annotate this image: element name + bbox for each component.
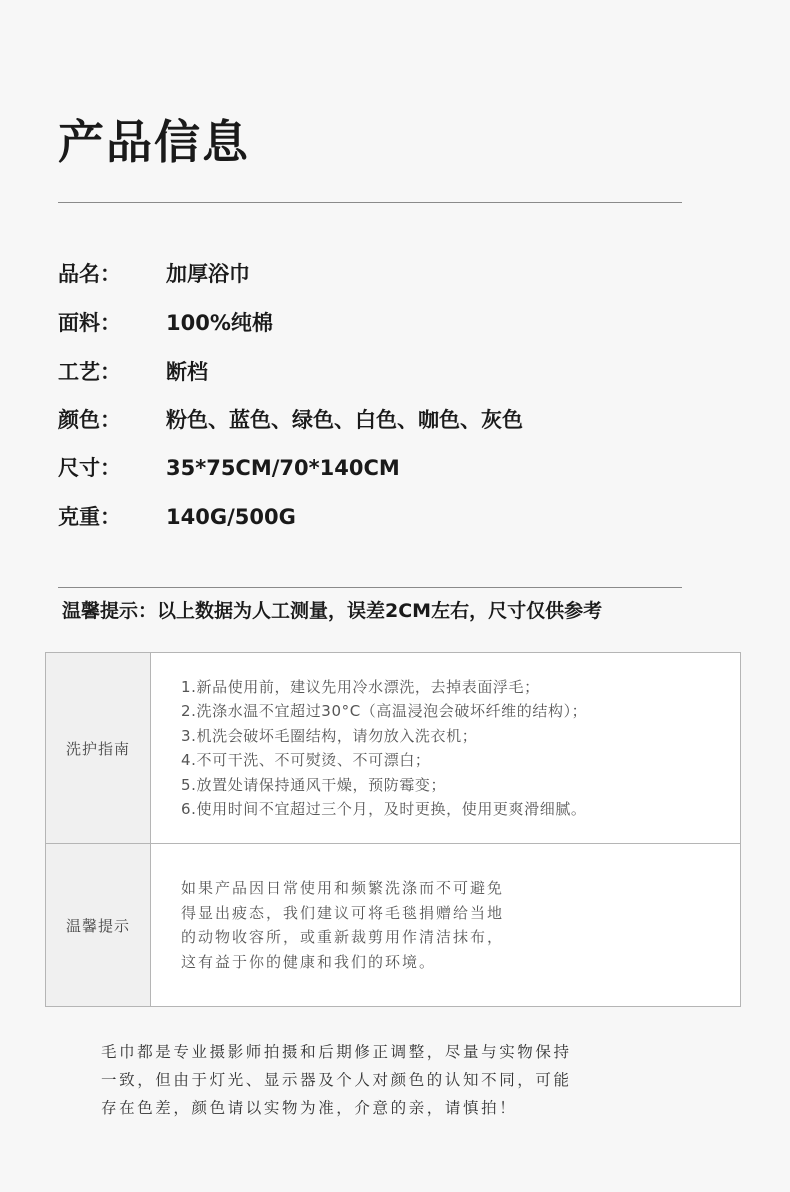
spec-value: 断档 bbox=[166, 360, 208, 384]
spec-value: 粉色、蓝色、绿色、白色、咖色、灰色 bbox=[166, 408, 523, 432]
spec-value: 加厚浴巾 bbox=[166, 262, 250, 286]
warm-tip-body bbox=[151, 844, 741, 1007]
list-item: 得显出疲态，我们建议可将毛毯捐赠给当地 bbox=[181, 903, 505, 922]
spec-label: 颜色： bbox=[58, 408, 121, 432]
spec-label: 面料： bbox=[58, 311, 121, 335]
care-guide-lines bbox=[151, 675, 740, 822]
list-item: 6.使用时间不宜超过三个月，及时更换，使用更爽滑细腻。 bbox=[181, 800, 587, 818]
page-title: 产品信息 bbox=[58, 115, 250, 169]
list-item: 这有益于你的健康和我们的环境。 bbox=[181, 952, 437, 971]
table-row bbox=[46, 653, 741, 844]
list-item: 5.放置处请保持通风干燥，预防霉变； bbox=[181, 775, 447, 794]
spec-value: 35*75CM/70*140CM bbox=[166, 456, 400, 480]
disclaimer-line: 一致，但由于灯光、显示器及个人对颜色的认知不同，可能 bbox=[101, 1071, 572, 1089]
measurement-notice: 温馨提示：以上数据为人工测量，误差2CM左右，尺寸仅供参考 bbox=[62, 600, 603, 622]
spec-label: 品名： bbox=[58, 262, 121, 286]
spec-value: 100%纯棉 bbox=[166, 311, 273, 335]
color-disclaimer bbox=[101, 1038, 701, 1122]
disclaimer-line: 存在色差，颜色请以实物为准，介意的亲，请慎拍！ bbox=[101, 1099, 518, 1117]
notice-divider bbox=[58, 587, 682, 588]
warm-tip-lines bbox=[151, 876, 740, 974]
warm-tip-header: 温馨提示 bbox=[46, 844, 151, 1007]
spec-value: 140G/500G bbox=[166, 505, 296, 529]
list-item: 3.机洗会破坏毛圈结构，请勿放入洗衣机； bbox=[181, 726, 478, 745]
list-item: 1.新品使用前，建议先用冷水漂洗，去掉表面浮毛； bbox=[181, 677, 540, 696]
spec-label: 工艺： bbox=[58, 360, 121, 384]
table-row bbox=[46, 844, 741, 1007]
list-item: 4.不可干洗、不可熨烫、不可漂白； bbox=[181, 751, 431, 769]
disclaimer-line: 毛巾都是专业摄影师拍摄和后期修正调整，尽量与实物保持 bbox=[101, 1043, 572, 1061]
care-guide-header: 洗护指南 bbox=[46, 653, 151, 844]
care-table bbox=[45, 652, 741, 1007]
list-item: 如果产品因日常使用和频繁洗涤而不可避免 bbox=[181, 879, 505, 897]
list-item: 2.洗涤水温不宜超过30°C（高温浸泡会破坏纤维的结构）； bbox=[181, 702, 588, 720]
list-item: 的动物收容所，或重新裁剪用作清洁抹布， bbox=[181, 928, 505, 946]
spec-label: 克重： bbox=[58, 505, 121, 529]
spec-label: 尺寸： bbox=[58, 456, 121, 480]
care-guide-body bbox=[151, 653, 741, 844]
title-divider bbox=[58, 202, 682, 203]
